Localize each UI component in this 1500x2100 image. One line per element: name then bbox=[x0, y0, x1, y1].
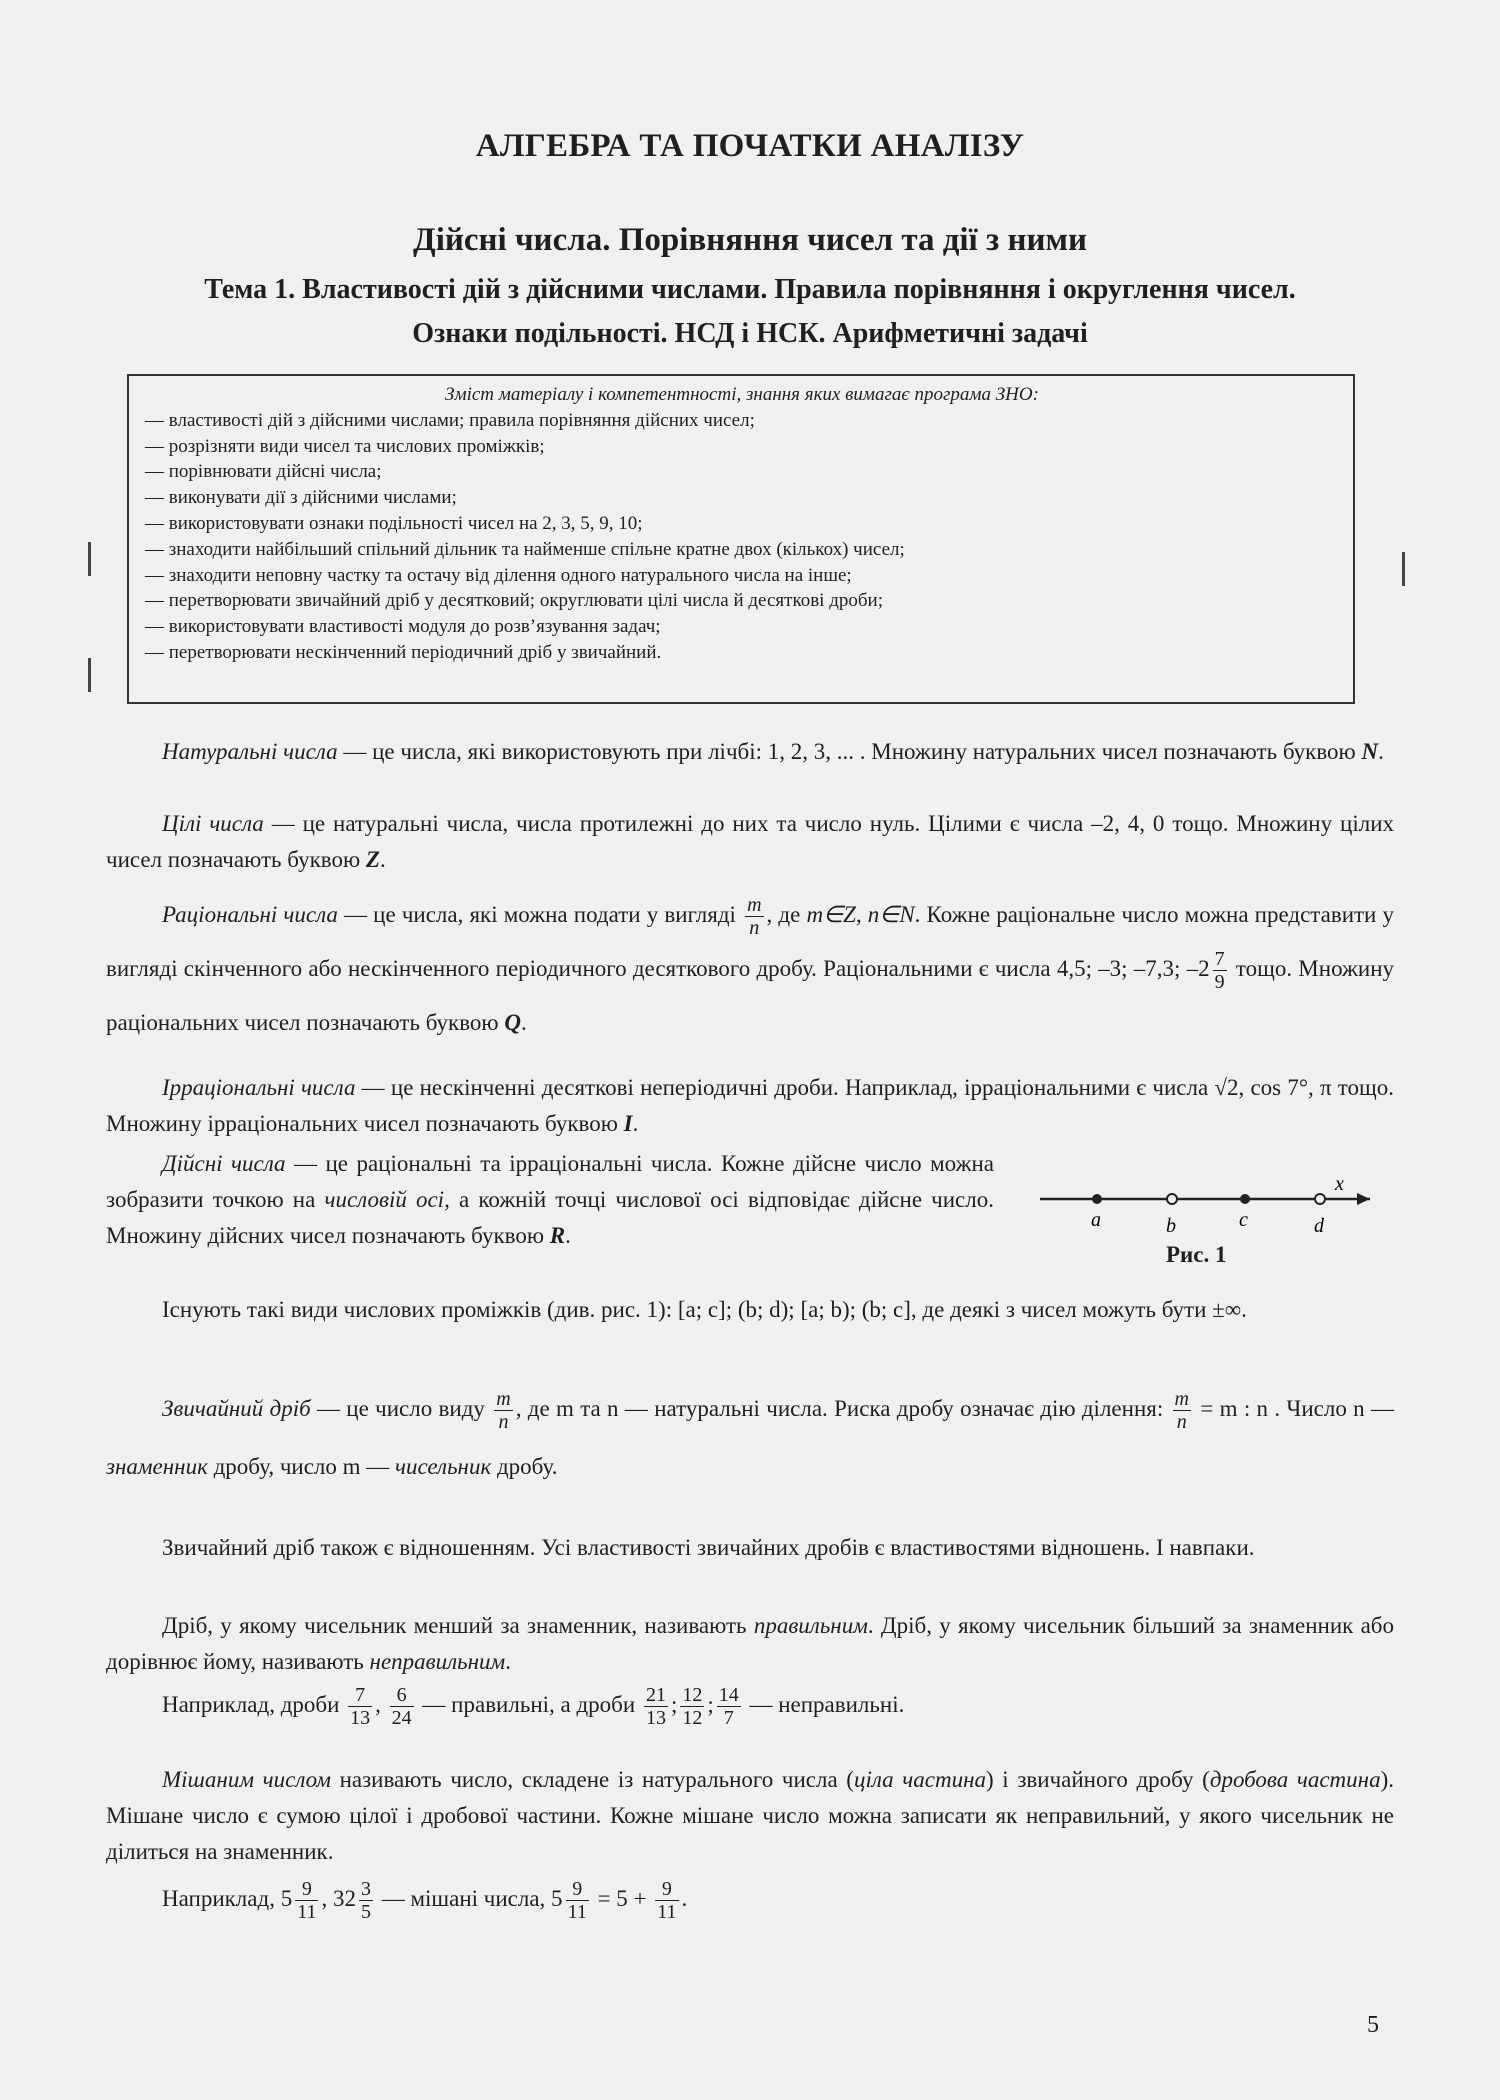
denominator: n bbox=[749, 917, 760, 940]
text: . bbox=[632, 1111, 639, 1136]
fraction bbox=[566, 1878, 589, 1923]
paragraph-integers bbox=[106, 806, 1394, 878]
margin-mark bbox=[88, 658, 91, 692]
text: = 5 + bbox=[591, 1886, 653, 1911]
denominator: 12 bbox=[682, 1707, 703, 1730]
set-letter: N bbox=[1361, 739, 1379, 764]
text: , а кожній точці числової осі відповідає дійсне число. Множину дійсних чисел позначають буквою bbox=[106, 1187, 994, 1248]
text: , де m та n — натуральні числа. Риска дробу означає дію ділення: bbox=[515, 1396, 1170, 1421]
fraction bbox=[717, 1684, 741, 1729]
main-heading: АЛГЕБРА ТА ПОЧАТКИ АНАЛІЗУ bbox=[475, 128, 1025, 164]
paragraph-rational bbox=[106, 888, 1394, 1050]
numerator: m bbox=[747, 894, 762, 917]
text: тощо. Множину раціональних чисел позначають буквою bbox=[106, 956, 1394, 1035]
fraction bbox=[390, 1684, 414, 1729]
box-item: — розрізняти види чисел та числових проміжків; bbox=[145, 435, 545, 457]
numerator: m bbox=[496, 1388, 511, 1411]
text: — мішані числа, 5 bbox=[375, 1886, 563, 1911]
text: Наприклад, 5 bbox=[162, 1886, 293, 1911]
section-heading: Дійсні числа. Порівняння чисел та дії з ними bbox=[412, 222, 1088, 258]
topic-heading-line1: Тема 1. Властивості дій з дійсними числами. Правила порівняння і округлення чисел. bbox=[204, 274, 1296, 305]
numerator: 9 bbox=[655, 1878, 678, 1901]
denominator: 11 bbox=[297, 1901, 317, 1924]
text: . bbox=[520, 1010, 527, 1035]
numerator: 7 bbox=[348, 1684, 372, 1707]
text: . bbox=[1378, 739, 1384, 764]
fraction bbox=[295, 1878, 318, 1923]
term: чисельник bbox=[395, 1454, 492, 1479]
box-item: — використовувати властивості модуля до розв’язування задач; bbox=[145, 616, 661, 638]
numerator: 9 bbox=[566, 1878, 589, 1901]
text: — правильні, а дроби bbox=[416, 1692, 641, 1717]
box-item: — перетворювати звичайний дріб у десятковий; округлювати цілі числа й десяткові дроби; bbox=[145, 590, 883, 612]
text: — це раціональні та ірраціональні числа. Кожне дійсне число можна зобразити точкою на bbox=[106, 1151, 994, 1212]
text: Дріб, у якому чисельник менший за знаменник, називають bbox=[162, 1613, 754, 1638]
term: неправильним bbox=[369, 1649, 506, 1674]
competencies-box bbox=[127, 374, 1355, 704]
fraction bbox=[348, 1684, 372, 1729]
margin-mark bbox=[88, 542, 91, 576]
text: . bbox=[681, 1886, 688, 1911]
label-d: d bbox=[1314, 1215, 1324, 1237]
text: . Дріб, у якому чисельник більший за знаменник або дорівнює йому, називають bbox=[106, 1613, 1394, 1674]
text: дробу, число m — bbox=[207, 1454, 396, 1479]
paragraph-proper bbox=[106, 1608, 1394, 1680]
set-letter: I bbox=[623, 1111, 633, 1136]
numerator: 3 bbox=[360, 1878, 371, 1901]
denominator: 13 bbox=[645, 1707, 666, 1730]
fraction bbox=[494, 1388, 512, 1433]
denominator: 24 bbox=[391, 1707, 412, 1730]
denominator: 5 bbox=[360, 1901, 371, 1924]
text: . bbox=[565, 1223, 571, 1248]
text: Існують такі види числових проміжків (див. рис. 1): [a; c]; (b; d); [a; b); (b; c], де деякі з чисел можуть бути ±∞. bbox=[162, 1297, 1247, 1322]
label-c: c bbox=[1239, 1209, 1248, 1231]
term: Звичайний дріб bbox=[162, 1396, 311, 1421]
numerator: 9 bbox=[295, 1878, 318, 1901]
text: — неправильні. bbox=[743, 1692, 905, 1717]
box-item: — використовувати ознаки подільності чисел на 2, 3, 5, 9, 10; bbox=[145, 512, 643, 534]
paragraph-ratio bbox=[106, 1530, 1394, 1566]
term: знаменник bbox=[106, 1454, 208, 1479]
term: дробова частина bbox=[1209, 1767, 1381, 1792]
text: . bbox=[379, 847, 386, 872]
paragraph-natural bbox=[106, 734, 1394, 770]
point-d bbox=[1315, 1194, 1325, 1204]
numerator: 14 bbox=[718, 1684, 739, 1707]
topic-heading-line2: Ознаки подільності. НСД і НСК. Арифметичні задачі bbox=[412, 318, 1088, 349]
numerator: m bbox=[1174, 1388, 1189, 1411]
paragraph-real bbox=[106, 1146, 994, 1254]
box-item: — знаходити найбільший спільний дільник та найменше спільне кратне двох (кількох) чисел; bbox=[145, 538, 905, 560]
fraction bbox=[359, 1878, 373, 1923]
term: Цілі числа bbox=[162, 811, 264, 836]
text: ). Мішане число є сумою цілої і дробової частини. Кожне мішане число можна записати як неправильний, у якого чисельник не ділиться на знаменник. bbox=[106, 1767, 1394, 1864]
paragraph-mixed bbox=[106, 1762, 1394, 1870]
margin-mark bbox=[1402, 552, 1405, 586]
denominator: 7 bbox=[723, 1707, 734, 1730]
numerator: 6 bbox=[390, 1684, 414, 1707]
text: ) і звичайного дробу ( bbox=[986, 1767, 1210, 1792]
denominator: n bbox=[1176, 1411, 1187, 1434]
term: Раціональні числа bbox=[162, 902, 338, 927]
term: ціла частина bbox=[853, 1767, 986, 1792]
fraction bbox=[644, 1684, 668, 1729]
text: дробу. bbox=[491, 1454, 558, 1479]
text: . bbox=[505, 1649, 511, 1674]
box-item: — порівнювати дійсні числа; bbox=[145, 461, 382, 483]
denominator: 9 bbox=[1214, 971, 1225, 994]
numerator: 21 bbox=[645, 1684, 666, 1707]
label-b: b bbox=[1166, 1215, 1176, 1237]
box-item: — перетворювати нескінченний періодичний дріб у звичайний. bbox=[145, 641, 662, 663]
text: Наприклад, дроби bbox=[162, 1692, 346, 1717]
box-item: — властивості дій з дійсними числами; правила порівняння дійсних чисел; bbox=[145, 409, 755, 431]
text: — це числа, які можна подати у вигляді bbox=[337, 902, 743, 927]
point-c bbox=[1240, 1194, 1250, 1204]
numerator: 12 bbox=[682, 1684, 703, 1707]
set-letter: Q bbox=[504, 1010, 521, 1035]
point-b bbox=[1167, 1194, 1177, 1204]
fraction bbox=[1213, 948, 1227, 993]
page-number: 5 bbox=[1367, 2012, 1379, 2038]
term: числовій осі bbox=[324, 1187, 445, 1212]
text: , де bbox=[766, 902, 807, 927]
set-letter: R bbox=[549, 1223, 566, 1248]
point-a bbox=[1092, 1194, 1102, 1204]
box-item: — виконувати дії з дійсними числами; bbox=[145, 487, 457, 509]
denominator: 13 bbox=[350, 1707, 371, 1730]
term: Натуральні числа bbox=[162, 739, 338, 764]
axis-label: x bbox=[1335, 1173, 1344, 1195]
term: правильним bbox=[753, 1613, 868, 1638]
fraction bbox=[655, 1878, 678, 1923]
paragraph-irrational bbox=[106, 1070, 1394, 1142]
term: Дійсні числа bbox=[162, 1151, 286, 1176]
text: — це числа, які використовують при лічбі: 1, 2, 3, ... . Множину натуральних чисел позначають буквою bbox=[337, 739, 1362, 764]
text: . Кожне раціональне число можна представити у вигляді скінченного або нескінченного періодичного десяткового дробу. Раціональними є числа 4,5; –3; –7,3; –2 bbox=[106, 902, 1395, 981]
fraction bbox=[680, 1684, 704, 1729]
text: = m : n . Число n — bbox=[1194, 1396, 1394, 1421]
figure-caption: Рис. 1 bbox=[1166, 1242, 1227, 1267]
paragraph-common-fraction bbox=[106, 1380, 1394, 1496]
paragraph-examples-fractions: Наприклад, дроби $\frac{7}{13}$ , $\frac{6}{24}$ — правильні, а дроби $\frac{21}{13}$ ; $\frac{12}{12}$ ; $\frac{14}{7}$ — неправильні. bbox=[162, 1684, 905, 1730]
denominator: 11 bbox=[657, 1901, 677, 1924]
fraction bbox=[745, 894, 763, 939]
numerator: 7 bbox=[1214, 948, 1225, 971]
text: , 32 bbox=[321, 1886, 356, 1911]
text: — це число виду bbox=[310, 1396, 492, 1421]
denominator: n bbox=[498, 1411, 509, 1434]
text: — це нескінченні десяткові неперіодичні дроби. Наприклад, ірраціональними є числа √2, cos 7°, π тощо. Множину ірраціональних чисел позначають буквою bbox=[106, 1075, 1395, 1136]
box-title: Зміст матеріалу і компетентності, знання яких вимагає програма ЗНО: bbox=[445, 384, 1039, 405]
term: Ірраціональні числа bbox=[162, 1075, 356, 1100]
denominator: 11 bbox=[567, 1901, 587, 1924]
fraction bbox=[1173, 1388, 1191, 1433]
set-letter: Z bbox=[365, 847, 380, 872]
condition: m∈Z, n∈N bbox=[806, 902, 915, 927]
box-item: — знаходити неповну частку та остачу від ділення одного натурального числа на інше; bbox=[145, 564, 852, 586]
text: — це натуральні числа, числа протилежні до них та число нуль. Цілими є числа –2, 4, 0 тощо. Множину цілих чисел позначають буквою bbox=[106, 811, 1394, 872]
term: Мішаним числом bbox=[162, 1767, 331, 1792]
axis-arrow bbox=[1357, 1193, 1370, 1205]
text: називають число, складене із натурального числа ( bbox=[330, 1767, 854, 1792]
paragraph-examples-mixed bbox=[106, 1870, 1394, 1928]
paragraph-intervals bbox=[106, 1292, 1394, 1328]
text: Звичайний дріб також є відношенням. Усі властивості звичайних дробів є властивостями відношень. І навпаки. bbox=[162, 1535, 1255, 1560]
label-a: a bbox=[1091, 1209, 1101, 1231]
